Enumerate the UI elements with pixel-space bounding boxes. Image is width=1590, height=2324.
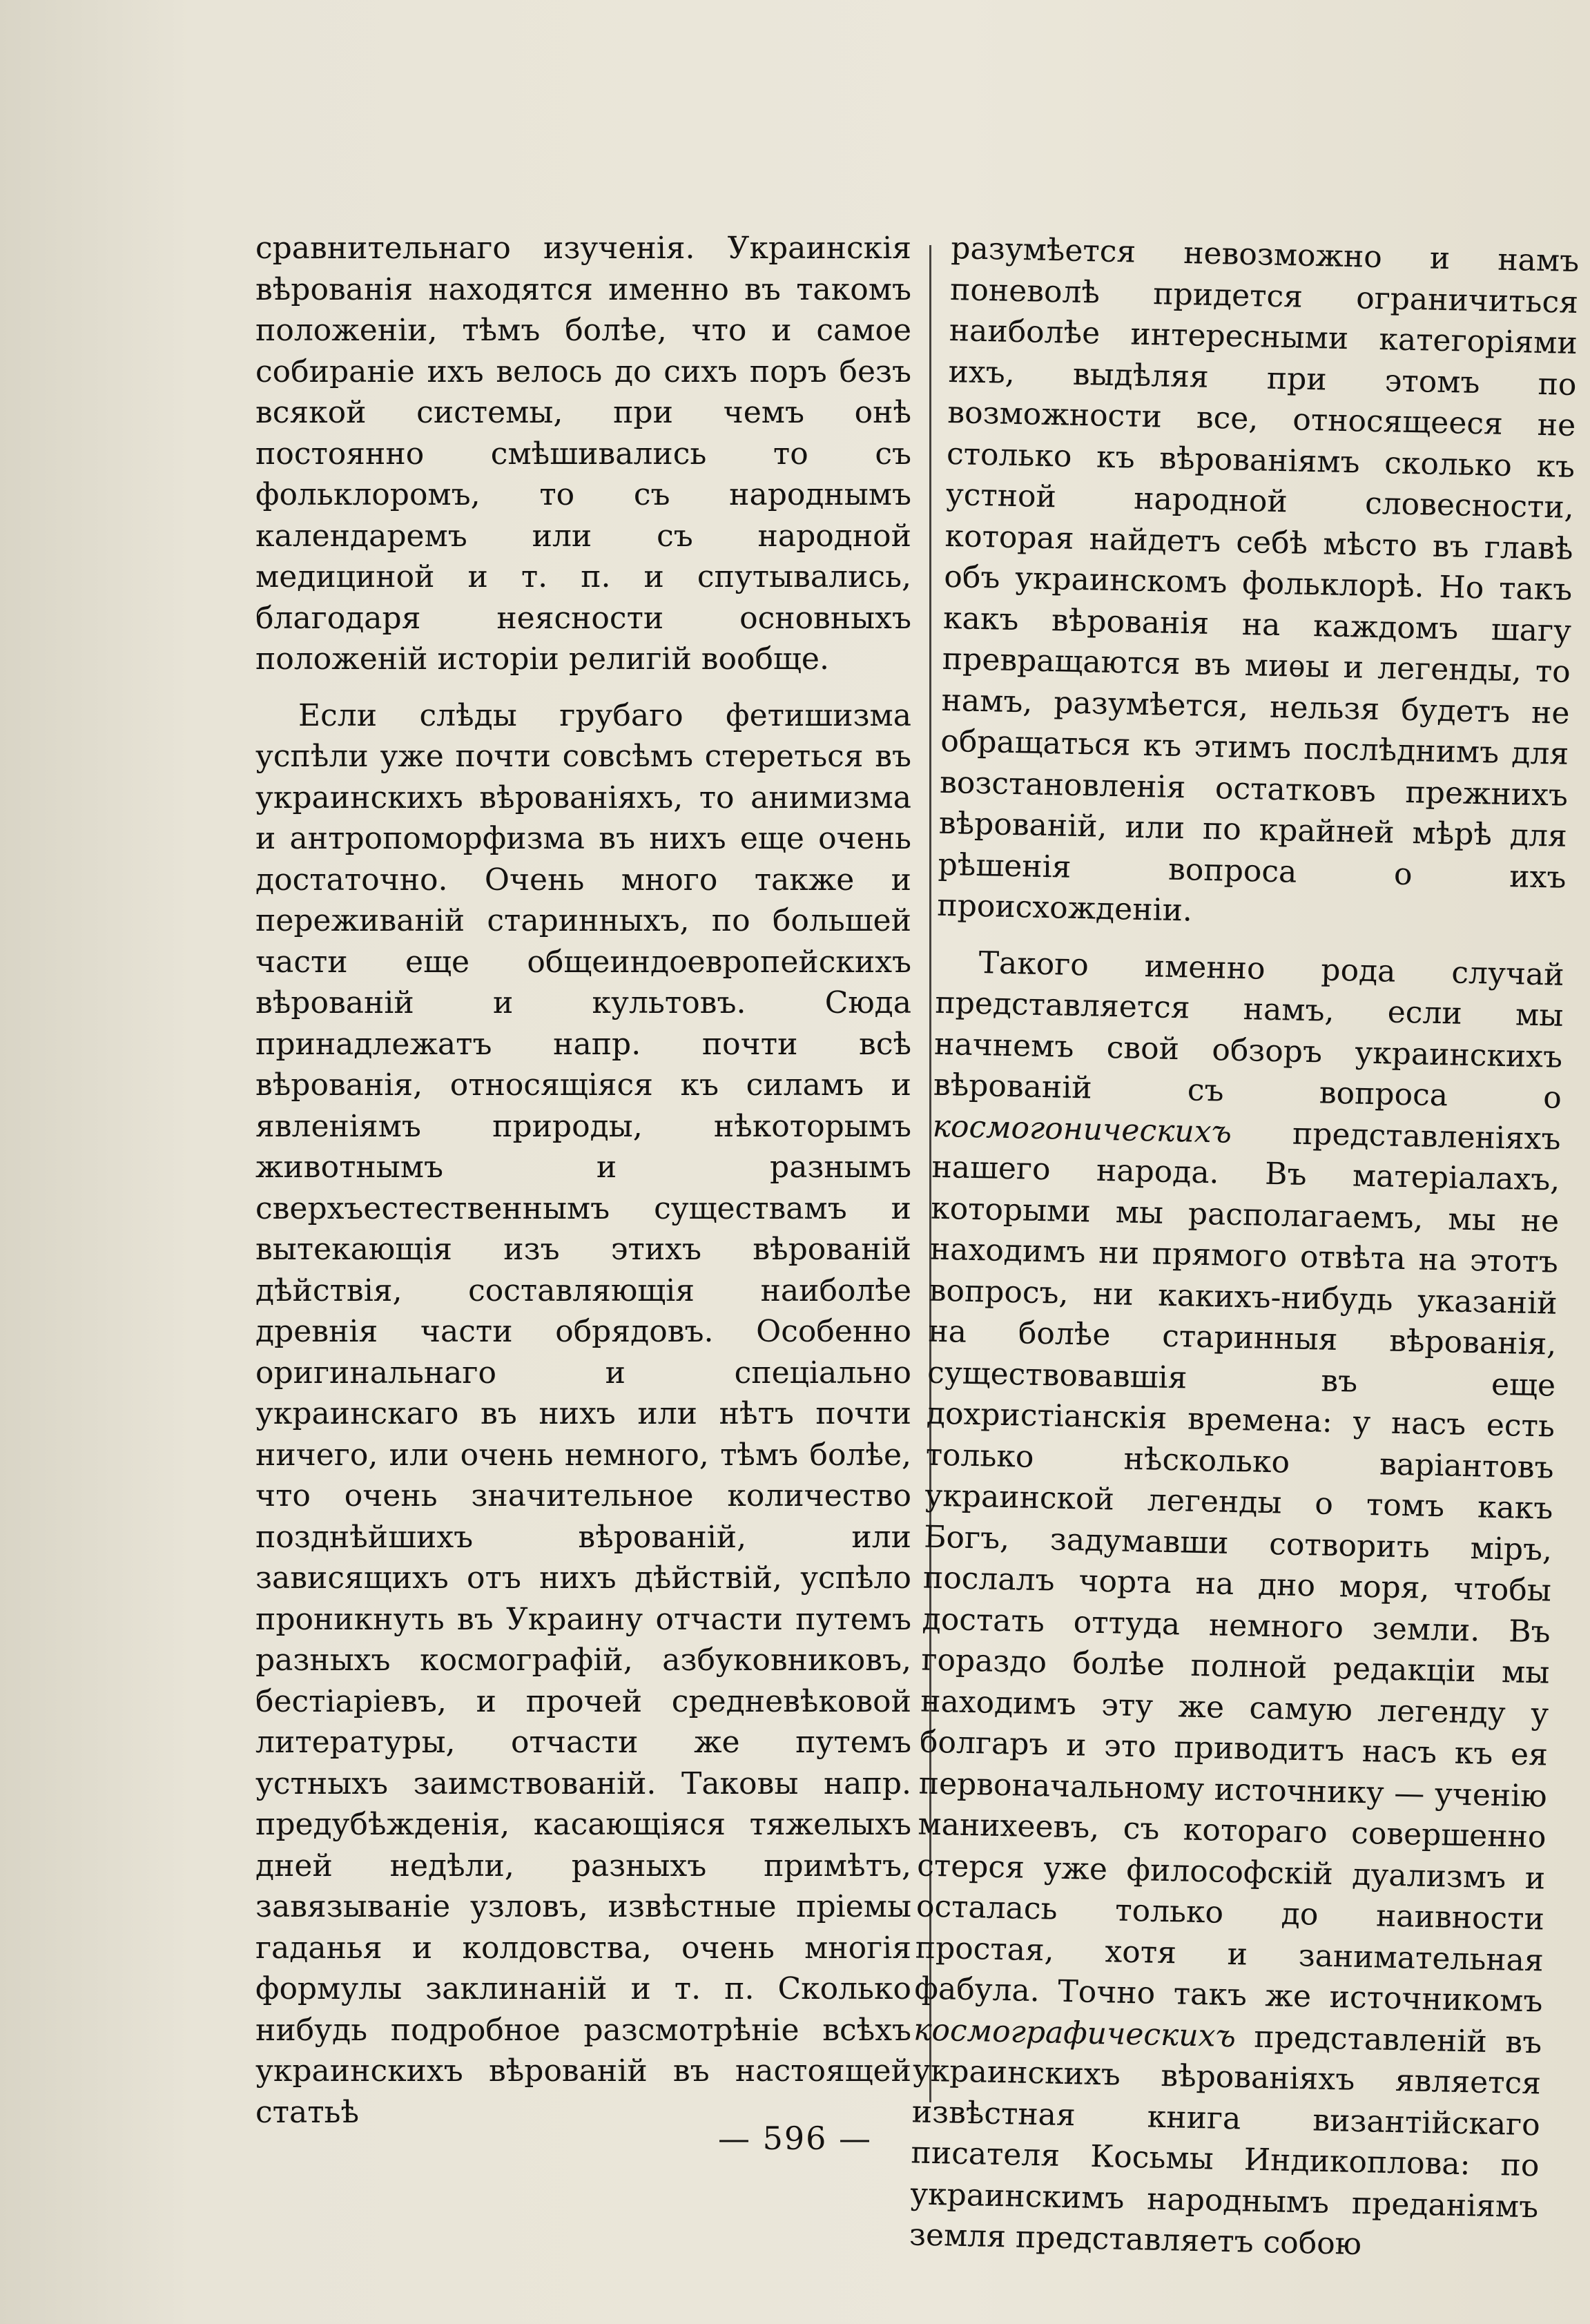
- right-paragraph-2-text-a: Такого именно рода случай представляется намъ, если мы начнемъ свой обзоръ украинскихъ вѣрованій съ вопроса о: [933, 945, 1565, 1116]
- right-paragraph-2-text-c: представленій въ украинскихъ вѣрованіяхъ является извѣстная книга византійскаго писателя Косьмы Индикоплова: по украинскимъ народнымъ преданіямъ земля представляетъ собою: [909, 2018, 1542, 2263]
- right-paragraph-2: [909, 941, 1564, 2269]
- right-column: [909, 228, 1579, 2269]
- left-paragraph-1: сравнительнаго изученія. Украинскія вѣрованія находятся именно въ такомъ положеніи, тѣмъ болѣе, что и самое собираніе ихъ велось до сихъ поръ безъ всякой системы, при чемъ онѣ постоянно смѣшивались то съ фольклоромъ, то съ народнымъ календаремъ или съ народной медициной и т. п. и спутывались, благодаря неясности основныхъ положеній исторіи религій вообще.: [255, 231, 911, 677]
- right-paragraph-2-text-b: представленіяхъ нашего народа. Въ матеріалахъ, которыми мы располагаемъ, мы не находимъ ни прямого отвѣта на этотъ вопросъ, ни какихъ-нибудь указаній на болѣе старинныя вѣрованія, существовавшія въ еще дохристіанскія времена: у насъ есть только нѣсколько варіантовъ украинской легенды о томъ какъ Богъ, задумавши сотворить міръ, послалъ чорта на дно моря, чтобы достать оттуда немного земли. Въ гораздо болѣе полной редакціи мы находимъ эту же самую легенду у болгаръ и это приводитъ насъ къ ея первоначальному источнику — ученію манихеевъ, съ котораго совершенно стерся уже философскій дуализмъ и осталась только до наивности простая, хотя и занимательная фабула. Точно такъ же источникомъ: [914, 1114, 1562, 2020]
- italic-term-cosmogonic: космогоническихъ: [932, 1108, 1232, 1150]
- page-number: — 596 —: [717, 2120, 873, 2157]
- left-column: [255, 228, 911, 2133]
- italic-term-cosmographic: космографическихъ: [913, 2011, 1237, 2054]
- left-paragraph-2: Если слѣды грубаго фетишизма успѣли уже почти совсѣмъ стереться въ украинскихъ вѣрованіяхъ, то анимизма и антропоморфизма въ нихъ еще очень достаточно. Очень много также и переживаній старинныхъ, по большей части еще общеиндоевропейскихъ вѣрованій и культовъ. Сюда принадлежатъ напр. почти всѣ вѣрованія, относящіяся къ силамъ и явленіямъ природы, нѣкоторымъ животнымъ и разнымъ сверхъестественнымъ существамъ и вытекающія изъ этихъ вѣрованій дѣйствія, составляющія наиболѣе древнія части обрядовъ. Особенно оригинальнаго и спеціально украинскаго въ нихъ или нѣтъ почти ничего, или очень немного, тѣмъ болѣе, что очень значительное количество позднѣйшихъ вѣрованій, или зависящихъ отъ нихъ дѣйствій, успѣло проникнуть въ Украину отчасти путемъ разныхъ космографій, азбуковниковъ, бестіаріевъ, и прочей средневѣковой литературы, отчасти же путемъ устныхъ заимствованій. Таковы напр. предубѣжденія, касающіяся тяжелыхъ дней недѣли, разныхъ примѣтъ, завязываніе узловъ, извѣстные пріемы гаданья и колдовства, очень многія формулы заклинаній и т. п. Сколько нибудь подробное разсмотрѣніе всѣхъ украинскихъ вѣрованій въ настоящей статьѣ: [255, 697, 911, 2130]
- right-paragraph-1: разумѣется невозможно и намъ поневолѣ придется ограничиться наиболѣе интересными категоріями ихъ, выдѣляя при этомъ по возможности все, относящееся не столько къ вѣрованіямъ сколько къ устной народной словесности, которая найдетъ себѣ мѣсто въ главѣ объ украинскомъ фольклорѣ. Но такъ какъ вѣрованія на каждомъ шагу превращаются въ миѳы и легенды, то намъ, разумѣется, нельзя будетъ не обращаться къ этимъ послѣднимъ для возстановленія остатковъ прежнихъ вѣрованій, или по крайней мѣрѣ для рѣшенія вопроса о ихъ происхожденіи.: [936, 230, 1580, 929]
